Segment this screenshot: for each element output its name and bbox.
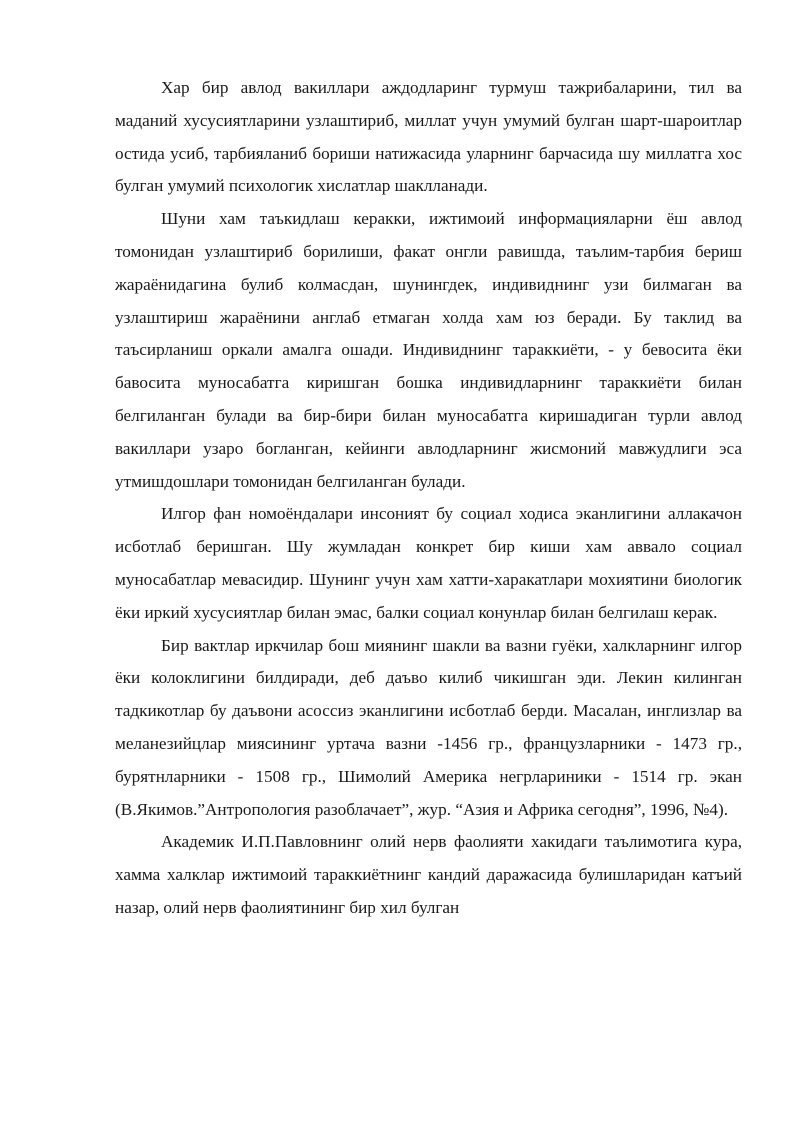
paragraph-2: Шуни хам таъкидлаш керакки, ижтимоий информацияларни ёш авлод томонидан узлаштириб борилиши, факат онгли равишда, таълим-тарбия бериш жараёнидагина булиб колмасдан, шунингдек, индивиднинг узи билмаган ва узлаштириш жараёнини англаб етмаган холда хам юз беради. Бу таклид ва таъсирланиш оркали амалга ошади. Индивиднинг тараккиёти, - у бевосита ёки бавосита муносабатга киришган бошка индивидларнинг тараккиёти билан белгиланган булади ва бир-бири билан муносабатга киришадиган турли авлод вакиллари узаро богланган, кейинги авлодларнинг жисмоний мавжудлиги эса утмишдошлари томонидан белгиланган булади. (115, 209, 742, 491)
paragraph-1: Хар бир авлод вакиллари аждодларинг турмуш тажрибаларини, тил ва маданий хусусиятларини узлаштириб, миллат учун умумий булган шарт-шароитлар остида усиб, тарбияланиб бориши натижасида уларнинг барчасида шу миллатга хос булган умумий психологик хислатлар шаклланади. (115, 78, 742, 196)
document-body (115, 72, 742, 925)
paragraph-4: Бир вактлар иркчилар бош миянинг шакли ва вазни гуёки, халкларнинг илгор ёки колоклигини билдиради, деб даъво килиб чикишган эди. Лекин килинган тадкикотлар бу даъвони асоссиз эканлигини исботлаб берди. Масалан, инглизлар ва меланезийцлар миясининг уртача вазни -1456 гр., французларники - 1473 гр., бурятнларники - 1508 гр., Шимолий Америка негрлариники - 1514 гр. экан (В.Якимов.”Антропология разоблачает”, жур. “Азия и Африка сегодня”, 1996, №4). (115, 635, 742, 819)
paragraph-5: Академик И.П.Павловнинг олий нерв фаолияти хакидаги таълимотига кура, хамма халклар ижтимоий тараккиётнинг кандий даражасида булишларидан катъий назар, олий нерв фаолиятининг бир хил булган (115, 832, 742, 917)
paragraph-3: Илгор фан номоёндалари инсоният бу социал ходиса эканлигини аллакачон исботлаб беришган. Шу жумладан конкрет бир киши хам аввало социал муносабатлар мевасидир. Шунинг учун хам хатти-харакатлари мохиятини биологик ёки иркий хусусиятлар билан эмас, балки социал конунлар билан белгилаш керак. (115, 504, 742, 622)
